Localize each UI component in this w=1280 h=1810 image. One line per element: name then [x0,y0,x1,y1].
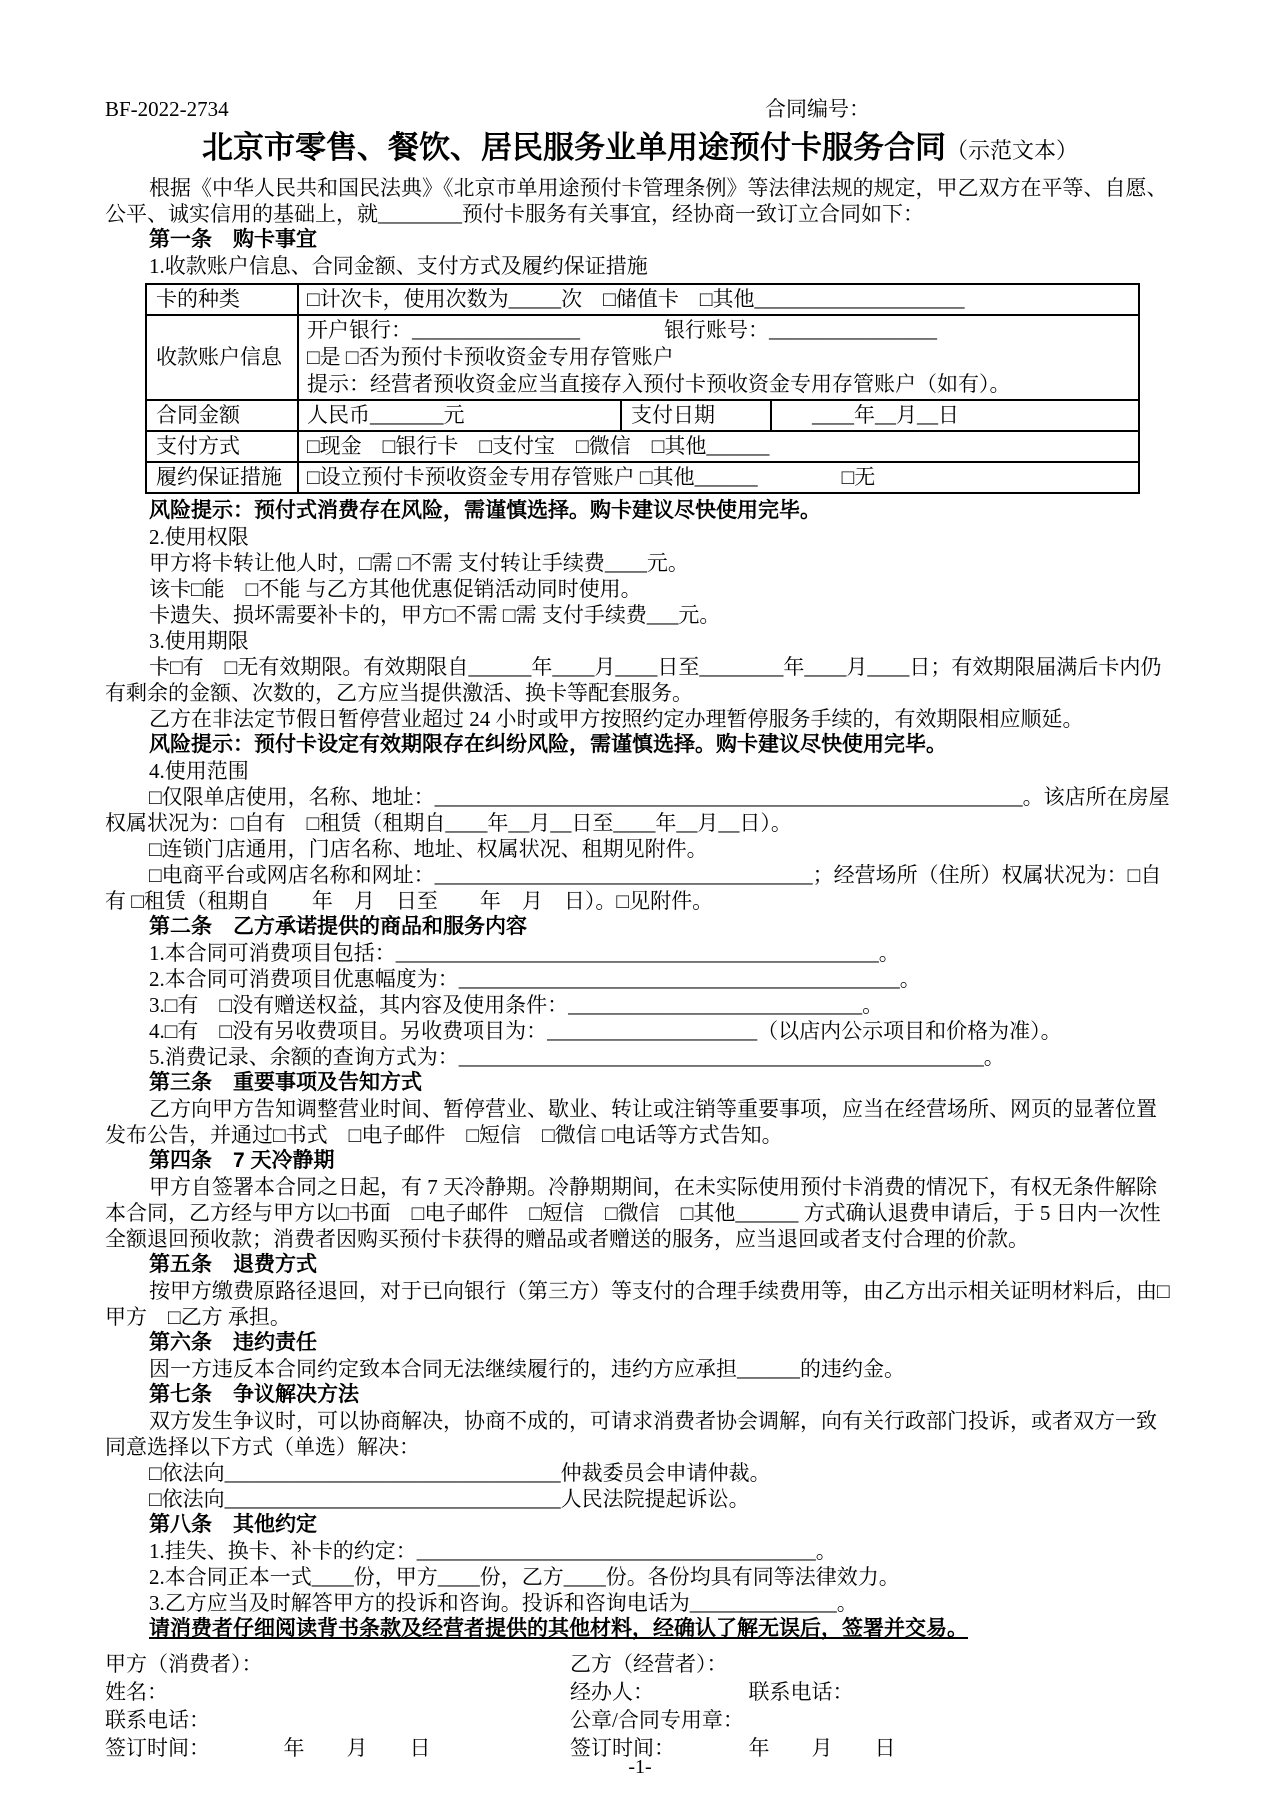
article2-item: 2.本合同可消费项目优惠幅度为：__________________________________________。 [149,967,921,991]
article8-item: 1.挂失、换卡、补卡的约定：______________________________________。 [149,1539,837,1563]
risk-text: 预付卡设定有效期限存在纠纷风险，需谨慎选择。购卡建议尽快使用完毕。 [254,733,947,756]
guarantee-value-cell: □设立预付卡预收资金专用存管账户 □其他______ □无 [298,462,1139,493]
doc-number: BF-2022-2734 [105,97,229,121]
article1-sub1: 1.收款账户信息、合同金额、支付方式及履约保证措施 [149,254,648,278]
use-rights-line: 甲方将卡转让他人时，□需 □不需 支付转让手续费____元。 [149,551,689,575]
article8-item: 3.乙方应当及时解答甲方的投诉和咨询。投诉和咨询电话为______________。 [149,1591,858,1615]
article5-body: 按甲方缴费原路径退回，对于已向银行（第三方）等支付的合理手续费用等，由乙方出示相关证明材料后，由□甲方 □乙方 承担。 [105,1279,1170,1329]
article6-heading: 第六条 违约责任 [149,1331,317,1354]
table-row [146,315,1139,400]
article7-heading: 第七条 争议解决方法 [149,1383,359,1406]
article1-sub4: 4.使用范围 [149,759,249,783]
contract-number-label: 合同编号： [765,97,870,121]
scope-line: □电商平台或网店名称和网址：____________________________________；经营场所（住所）权属状况为：□自有 □租赁（租期自 年 月 日至 年 月 日）。□见附件。 [105,863,1162,913]
article7-body: 双方发生争议时，可以协商解决，协商不成的，可请求消费者协会调解，向有关行政部门投诉，或者双方一致同意选择以下方式（单选）解决： [105,1409,1157,1459]
intro-paragraph: 根据《中华人民共和国民法典》《北京市单用途预付卡管理条例》等法律法规的规定，甲乙双方在平等、自愿、公平、诚实信用的基础上，就________预付卡服务有关事宜，经协商一致订立合同如下： [105,176,1168,226]
party-a-sign-date-field: 签订时间： 年 月 日 [105,1736,431,1760]
guarantee-label-cell: 履约保证措施 [146,462,298,493]
table-row [146,400,1139,431]
purchase-info-table [145,283,1140,494]
party-b-sign-date-field: 签订时间： 年 月 日 [570,1736,896,1760]
pay-date-label-cell: 支付日期 [621,400,771,431]
amount-value-cell: 人民币_______元 [298,400,621,431]
party-b-agent-field: 经办人： 联系电话： [570,1680,854,1704]
document-title-note: （示范文本） [945,138,1078,163]
article1-heading: 第一条 购卡事宜 [149,228,317,251]
account-info-value-cell [298,315,1139,400]
dispute-option: □依法向________________________________仲裁委员会申请仲裁。 [149,1461,771,1485]
article3-heading: 第三条 重要事项及告知方式 [149,1071,422,1094]
document-header [105,96,1175,122]
article2-item: 5.消费记录、余额的查询方式为：__________________________________________________。 [149,1045,1005,1069]
risk-notice-2 [149,732,1175,758]
risk-notice-1 [149,498,1175,524]
signature-block [105,1650,1175,1762]
article8-item: 2.本合同正本一式____份，甲方____份，乙方____份。各份均具有同等法律效力。 [149,1565,900,1589]
article1-sub3: 3.使用期限 [149,629,249,653]
party-a-phone-field: 联系电话： [105,1708,210,1732]
party-b-block [570,1650,1035,1762]
document-title-main: 北京市零售、餐饮、居民服务业单用途预付卡服务合同 [201,130,946,165]
table-row [146,462,1139,493]
account-bank-line: 开户银行：________________ 银行账号：________________ [307,318,937,342]
article2-heading: 第二条 乙方承诺提供的商品和服务内容 [149,915,527,938]
scope-line: □仅限单店使用，名称、地址：________________________________________________________。该店所在房屋权属状况为：□自有 □租赁（租期自____年__月__日至____年__月__日）。 [105,785,1170,835]
party-b-title: 乙方（经营者）： [570,1652,728,1676]
risk-label: 风险提示： [149,733,254,756]
dispute-option: □依法向________________________________人民法院提起诉讼。 [149,1487,750,1511]
article2-item: 1.本合同可消费项目包括：______________________________________________。 [149,941,900,965]
document-title [105,128,1175,171]
article6-body: 因一方违反本合同约定致本合同无法继续履行的，违约方应承担______的违约金。 [149,1357,905,1381]
article5-heading: 第五条 退费方式 [149,1253,317,1276]
party-a-title: 甲方（消费者）： [105,1652,263,1676]
term-paragraph: 乙方在非法定节假日暂停营业超过 24 小时或甲方按照约定办理暂停服务手续的，有效期限相应顺延。 [149,707,1084,731]
party-a-block [105,1650,570,1762]
account-tip-line: 提示：经营者预收资金应当直接存入预付卡预收资金专用存管账户（如有）。 [307,372,1011,396]
article4-heading: 第四条 7 天冷静期 [149,1149,335,1172]
card-type-label-cell: 卡的种类 [146,284,298,315]
table-row [146,284,1139,315]
article3-body: 乙方向甲方告知调整营业时间、暂停营业、歇业、转让或注销等重要事项，应当在经营场所、网页的显著位置发布公告，并通过□书式 □电子邮件 □短信 □微信 □电话等方式告知。 [105,1097,1157,1147]
article4-body: 甲方自签署本合同之日起，有 7 天冷静期。冷静期期间，在未实际使用预付卡消费的情况下，有权无条件解除本合同，乙方经与甲方以□书面 □电子邮件 □短信 □微信 □其他______ 方式确认退费申请后，于 5 日内一次性全额退回预收款；消费者因购买预付卡获得的赠品或者赠送的服务，应当退回或者支付合理的价款。 [105,1175,1161,1251]
article2-item: 4.□有 □没有另收费项目。另收费项目为：____________________（以店内公示项目和价格为准）。 [149,1019,1062,1043]
amount-label-cell: 合同金额 [146,400,298,431]
page-number: -1- [628,1756,652,1778]
consumer-read-notice: 请消费者仔细阅读背书条款及经营者提供的其他材料，经确认了解无误后，签署并交易。 [149,1617,968,1640]
risk-text: 预付式消费存在风险，需谨慎选择。购卡建议尽快使用完毕。 [254,499,821,522]
table-row [146,431,1139,462]
pay-method-value-cell: □现金 □银行卡 □支付宝 □微信 □其他______ [298,431,1139,462]
article1-sub2: 2.使用权限 [149,525,249,549]
risk-label: 风险提示： [149,499,254,522]
pay-method-label-cell: 支付方式 [146,431,298,462]
card-type-value-cell: □计次卡，使用次数为_____次 □储值卡 □其他____________________ [298,284,1139,315]
account-info-label-cell: 收款账户信息 [146,315,298,400]
party-b-seal-field: 公章/合同专用章： [570,1708,744,1732]
term-paragraph: 卡□有 □无有效期限。有效期限自______年____月____日至________年____月____日；有效期限届满后卡内仍有剩余的金额、次数的，乙方应当提供激活、换卡等配套服务。 [105,655,1162,705]
party-a-name-field: 姓名： [105,1680,168,1704]
scope-line: □连锁门店通用，门店名称、地址、权属状况、租期见附件。 [149,837,708,861]
article8-heading: 第八条 其他约定 [149,1513,317,1536]
pay-date-value-cell: ____年__月__日 [771,400,1139,431]
article2-item: 3.□有 □没有赠送权益，其内容及使用条件：____________________________。 [149,993,884,1017]
use-rights-line: 该卡□能 □不能 与乙方其他优惠促销活动同时使用。 [149,577,642,601]
use-rights-line: 卡遗失、损坏需要补卡的，甲方□不需 □需 支付手续费___元。 [149,603,721,627]
account-custody-line: □是 □否为预付卡预收资金专用存管账户 [307,345,674,369]
